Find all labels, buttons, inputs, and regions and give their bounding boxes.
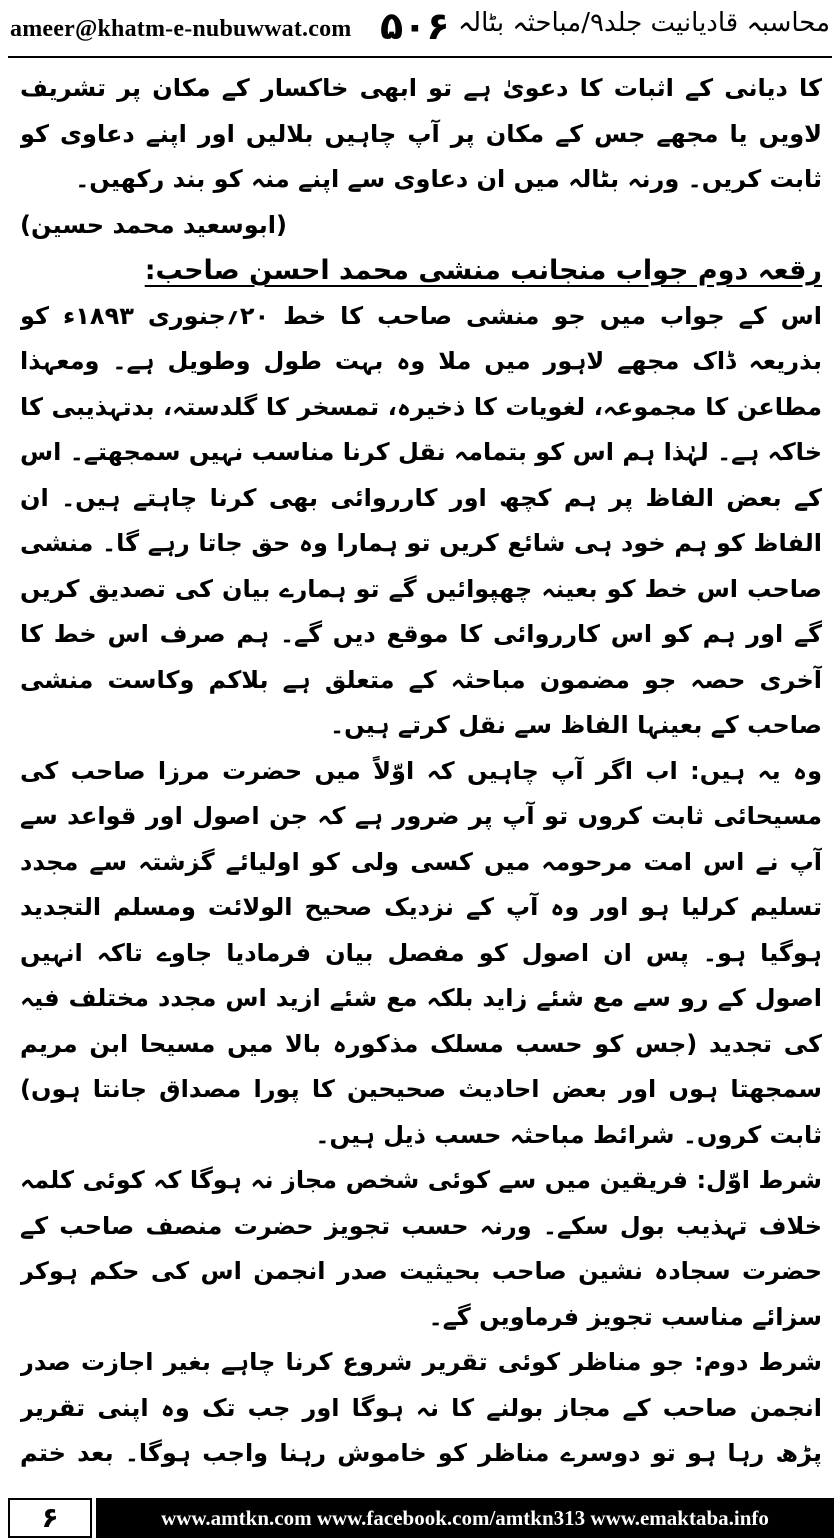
footer-links[interactable]: www.amtkn.com www.facebook.com/amtkn313 www.emaktaba.info [96, 1498, 834, 1538]
paragraph-letter: اس کے جواب میں جو منشی صاحب کا خط ۲۰؍جنوری ۱۸۹۳ء کو بذریعہ ڈاک مجھے لاہور میں ملا وہ بہت طول وطویل ہے۔ ومعہذا مطاعن کا مجموعہ، لغویات کا ذخیرہ، تمسخر کا گلدستہ، بدتہذیبی کا خاکہ ہے۔ لہٰذا ہم اس کو بتمامہ نقل کرنا مناسب نہیں سمجھتے۔ اس کے بعض الفاظ پر ہم کچھ اور کارروائی بھی کرنا چاہتے ہیں۔ ان الفاظ کو ہم خود ہی شائع کریں تو ہمارا وہ حق جاتا رہے گا۔ منشی صاحب اس خط کو بعینہ چھپوائیں گے تو ہمارے بیان کی تصدیق کریں گے اور ہم کو اس کارروائی کا موقع دیں گے۔ ہم صرف اس خط کا آخری حصہ جو مضمون مباحثہ کے متعلق ہے بلاکم وکاست منشی صاحب کے بعینہا الفاظ سے نقل کرتے ہیں۔ [20, 301, 822, 739]
paragraph-condition-1: شرط اوّل: فریقین میں سے کوئی شخص مجاز نہ ہوگا کہ کوئی کلمہ خلاف تہذیب بول سکے۔ ورنہ حسب تجویز حضرت منصف صاحب کے حضرت سجادہ نشین صاحب بحیثیت صدر انجمن اس کی حکم ہوکر سزائے مناسب تجویز فرماویں گے۔ [20, 1166, 822, 1331]
paragraph-quote: وہ یہ ہیں: اب اگر آپ چاہیں کہ اوّلاً میں حضرت مرزا صاحب کی مسیحائی ثابت کروں تو آپ پر ضرور ہے کہ جن اصول اور قواعد سے آپ نے اس امت مرحومہ میں کسی ولی کو اولیائے گزشتہ سے مجدد تسلیم کرلیا ہو اور وہ آپ کے نزدیک صحیح الولائت ومسلم التجدید ہوگیا ہو۔ پس ان اصول کو مفصل بیان فرمادیا جاوے تاکہ انہیں اصول کے رو سے مع شئے زاید بلکہ مع شئے ازید اس مجدد مختلف فیہ کی تجدید (جس کو حسب مسلک مذکورہ بالا میں مسیحا ابن مریم سمجھتا ہوں اور بعض احادیث صحیحین کا پورا مصداق جانتا ہوں) ثابت کروں۔ شرائط مباحثہ حسب ذیل ہیں۔ [20, 756, 822, 1149]
signature-line [20, 203, 822, 249]
page-header [0, 0, 840, 56]
footer-page-number: ۶ [8, 1498, 92, 1538]
header-book-title: محاسبہ قادیانیت جلد۹/مباحثہ بٹالہ [457, 8, 830, 38]
header-email[interactable]: ameer@khatm-e-nubuwwat.com [10, 16, 352, 42]
section-heading: رقعہ دوم جواب منجانب منشی محمد احسن صاحب: [144, 255, 822, 286]
signature: (ابوسعید محمد حسین) [20, 210, 287, 239]
paragraph-condition-2: شرط دوم: جو مناظر کوئی تقریر شروع کرنا چاہے بغیر اجازت صدر انجمن صاحب کے مجاز بولنے کا نہ ہوگا اور جب تک وہ اپنی تقریر پڑھ رہا ہو تو دوسرے مناظر کو خاموش رہنا واجب ہوگا۔ بعد ختم [20, 1348, 822, 1467]
paragraph-intro: کا دیانی کے اثبات کا دعویٰ ہے تو ابھی خاکسار کے مکان پر تشریف لاویں یا مجھے جس کے مکان پر آپ چاہیں بلالیں اور اپنے دعاوی کو ثابت کریں۔ ورنہ بٹالہ میں ان دعاوی سے اپنے منہ کو بند رکھیں۔ [20, 74, 822, 193]
header-page-number: ۵۰۶ [380, 4, 450, 48]
page-body [20, 66, 822, 1484]
page-footer [0, 1496, 840, 1540]
header-divider [8, 56, 832, 58]
